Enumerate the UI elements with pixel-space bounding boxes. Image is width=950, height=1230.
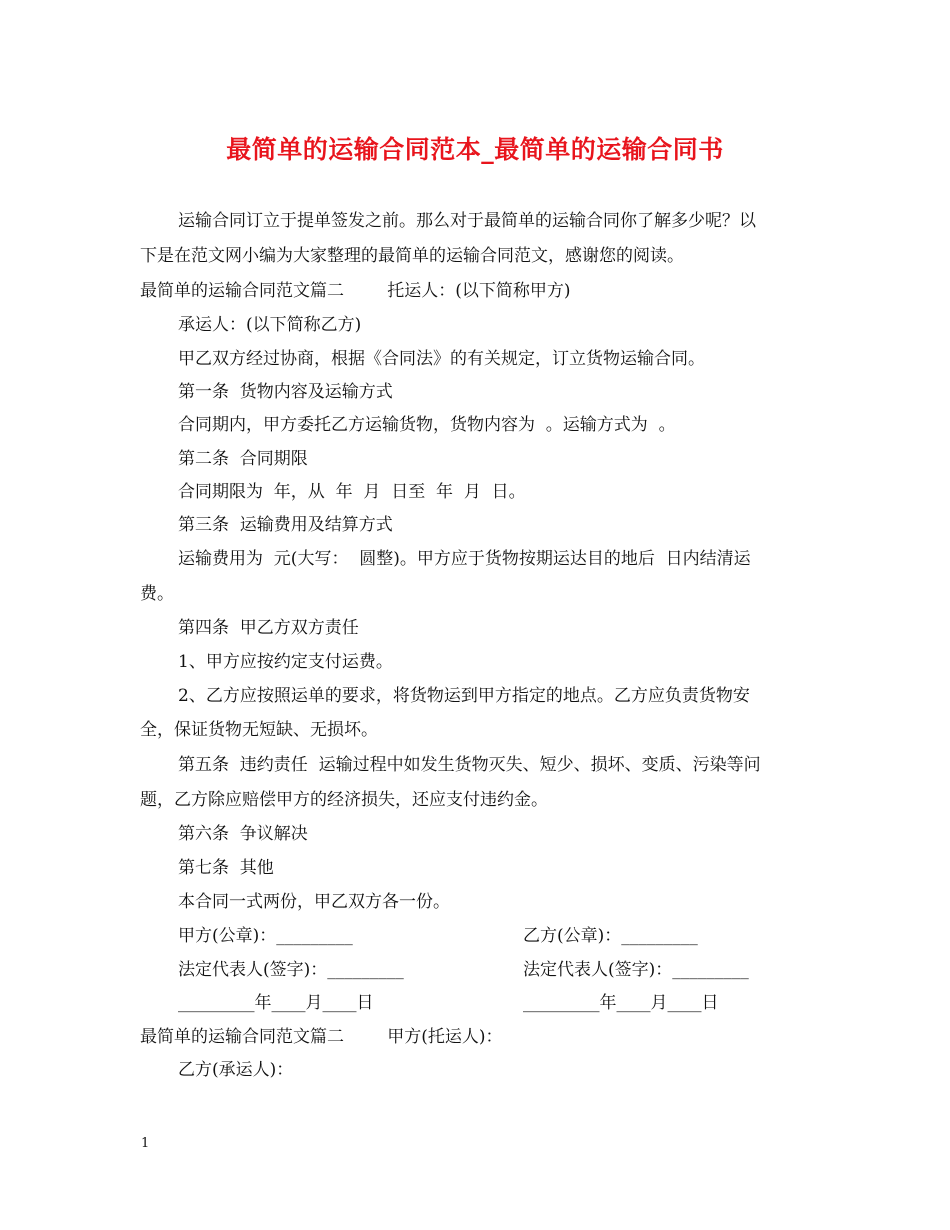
preamble: 甲乙双方经过协商，根据《合同法》的有关规定，订立货物运输合同。 bbox=[178, 349, 705, 369]
intro-line-2: 下是在范文网小编为大家整理的最简单的运输合同范文，感谢您的阅读。 bbox=[140, 246, 684, 266]
sample-heading-1: 最简单的运输合同范文篇二 托运人：(以下简称甲方) bbox=[140, 281, 571, 301]
article-3-body-2: 费。 bbox=[140, 584, 174, 604]
article-1-heading: 第一条 货物内容及运输方式 bbox=[178, 382, 393, 402]
party-a-date: _________年____月____日 bbox=[178, 993, 374, 1013]
article-2-body: 合同期限为 年，从 年 月 日至 年 月 日。 bbox=[178, 482, 526, 502]
article-3-heading: 第三条 运输费用及结算方式 bbox=[178, 515, 393, 535]
article-4-item-1: 1、甲方应按约定支付运费。 bbox=[178, 652, 393, 672]
party-b-representative: 法定代表人(签字)：_________ bbox=[523, 960, 749, 980]
article-6: 第六条 争议解决 bbox=[178, 824, 308, 844]
sample-heading-2: 最简单的运输合同范文篇二 甲方(托运人)： bbox=[140, 1027, 503, 1047]
article-1-body: 合同期内，甲方委托乙方运输货物，货物内容为 。运输方式为 。 bbox=[178, 415, 676, 435]
article-3-body-1: 运输费用为 元(大写： 圆整)。甲方应于货物按期运达目的地后 日内结清运 bbox=[178, 549, 751, 569]
article-5-line-2: 题，乙方除应赔偿甲方的经济损失，还应支付违约金。 bbox=[140, 790, 548, 810]
article-7: 第七条 其他 bbox=[178, 858, 274, 878]
copies-clause: 本合同一式两份，甲乙双方各一份。 bbox=[178, 892, 450, 912]
intro-line-1: 运输合同订立于提单签发之前。那么对于最简单的运输合同你了解多少呢？以 bbox=[178, 211, 756, 231]
document-title: 最简单的运输合同范本_最简单的运输合同书 bbox=[226, 135, 724, 164]
carrier-line: 承运人：(以下简称乙方) bbox=[178, 315, 362, 335]
party-b-seal: 乙方(公章)：_________ bbox=[523, 926, 698, 946]
article-4-heading: 第四条 甲乙方双方责任 bbox=[178, 618, 359, 638]
party-b-carrier-line: 乙方(承运人)： bbox=[178, 1060, 294, 1080]
party-a-representative: 法定代表人(签字)：_________ bbox=[178, 960, 404, 980]
party-a-seal: 甲方(公章)：_________ bbox=[178, 926, 353, 946]
article-4-item-2-line-1: 2、乙方应按照运单的要求，将货物运到甲方指定的地点。乙方应负责货物安 bbox=[178, 686, 750, 706]
page-number: 1 bbox=[141, 1136, 150, 1151]
article-2-heading: 第二条 合同期限 bbox=[178, 449, 308, 469]
article-4-item-2-line-2: 全，保证货物无短缺、无损坏。 bbox=[140, 720, 378, 740]
party-b-date: _________年____月____日 bbox=[523, 993, 719, 1013]
article-5-line-1: 第五条 违约责任 运输过程中如发生货物灭失、短少、损坏、变质、污染等问 bbox=[178, 755, 761, 775]
